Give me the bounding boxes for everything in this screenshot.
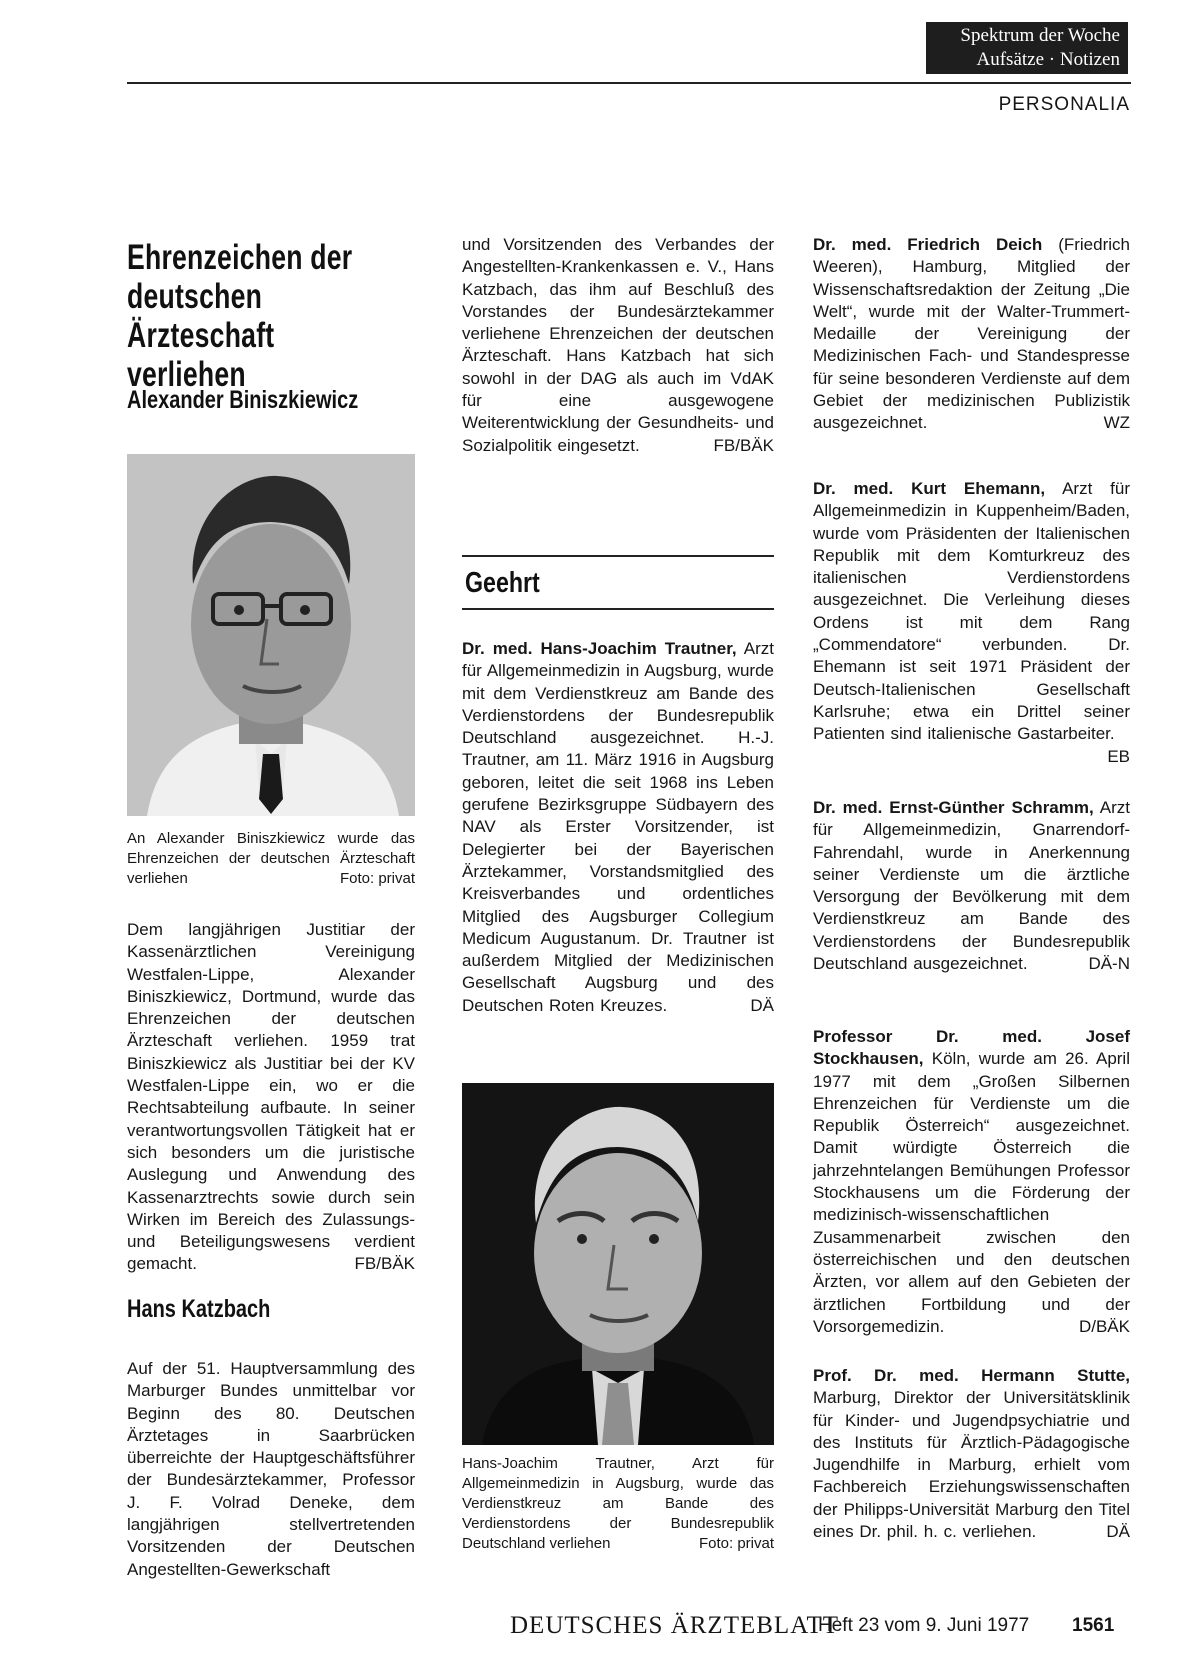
article-body-biniszkiewicz — [127, 919, 415, 1276]
honor-entry-stockhausen — [813, 1026, 1130, 1338]
honoree-name: Dr. med. Ernst-Günther Schramm, — [813, 798, 1094, 817]
section-heading-geehrt: Geehrt — [465, 567, 540, 599]
honor-entry-ehemann — [813, 478, 1130, 768]
honor-entry-sign: DÄ-N — [1088, 954, 1130, 974]
photo-caption-trautner — [462, 1454, 774, 1554]
honoree-name: Dr. med. Hans-Joachim Trautner, — [462, 639, 737, 658]
photo-caption-text: An Alexander Biniszkiewicz wurde das Ehrenzeichen der deutschen Ärzteschaft verliehen — [127, 830, 415, 887]
footer-issue: Heft 23 vom 9. Juni 1977 — [818, 1615, 1030, 1636]
section-badge — [926, 22, 1128, 74]
portrait-photo-biniszkiewicz — [127, 454, 415, 816]
honor-entry-trautner — [462, 638, 774, 1017]
honor-entry-text: Arzt für Allgemeinmedizin in Augsburg, wurde mit dem Verdienstkreuz am Bande des Verdienstordens der Bundesrepublik Deutschland ausgezeichnet. H.-J. Trautner, am 11. März 1916 in Augsburg geboren, leitet die seit 1968 ins Leben gerufene Bezirksgruppe Südbayern des NAV als Erster Vorsitzender, ist Delegierter bei der Bayerischen Ärztekammer, Vorstandsmitglied des Kreisverbandes und ordentliches Mitglied des Augsburger Collegium Medicum Augustanum. Dr. Trautner ist außerdem Mitglied der Medizinischen Gesellschaft Augsburg und des Deutschen Roten Kreuzes. — [462, 639, 774, 1015]
article-body-text: Dem langjährigen Justitiar der Kassenärztlichen Vereinigung Westfalen-Lippe, Alexander Biniszkiewicz, Dortmund, wurde das Ehrenzeichen der deutschen Ärzteschaft verliehen. 1959 trat Biniszkiewicz als Justitiar bei der KV Westfalen-Lippe ein, wo er die Rechtsabteilung aufbaute. In seiner verantwortungsvollen Tätigkeit hat er sich besonders um die juristische Auslegung und Anwendung des Kassenarztrechts sowie durch sein Wirken im Bereich des Zulassungs- und Beteiligungswesens verdient gemacht. — [127, 920, 415, 1274]
section-rule-bottom — [462, 608, 774, 610]
photo-caption-text: Hans-Joachim Trautner, Arzt für Allgemeinmedizin in Augsburg, wurde das Verdienstkreuz am Bande des Verdienstordens der Bundesrepublik Deutschland verliehen — [462, 1455, 774, 1552]
footer-journal-name: DEUTSCHES ÄRZTEBLATT — [510, 1612, 840, 1639]
honor-entry-sign: DÄ — [750, 995, 774, 1015]
section-badge-line-1: Spektrum der Woche — [960, 25, 1120, 46]
section-rule-top — [462, 555, 774, 557]
article-sign: FB/BÄK — [354, 1254, 415, 1274]
article-body-katzbach-part-2 — [462, 234, 774, 457]
photo-credit: Foto: privat — [698, 1535, 774, 1552]
photo-caption-biniszkiewicz — [127, 829, 415, 889]
honor-entry-sign: D/BÄK — [1078, 1316, 1130, 1336]
honor-entry-stutte — [813, 1365, 1130, 1543]
honor-entry-sign: WZ — [1103, 413, 1130, 433]
page-title: Ehrenzeichen der deutschen Ärzteschaft verliehen — [127, 238, 353, 394]
honor-entry-text: Marburg, Direktor der Universitätsklinik für Kinder- und Jugendpsychiatrie und des Instituts für Ärztlich-Pädagogische Jugendhilfe in Marburg, erhielt vom Fachbereich Erziehungswissenschaften der Philipps-Universität Marburg den Titel eines Dr. phil. h. c. verliehen. — [813, 1388, 1130, 1542]
article-sign: FB/BÄK — [713, 435, 774, 455]
honor-entry-text: Arzt für Allgemeinmedizin in Kuppenheim/Baden, wurde vom Präsidenten der Italienischen Republik mit dem Komturkreuz des italienischen Verdienstordens ausgezeichnet. Die Verleihung dieses Ordens ist mit dem Rang „Commendatore“ verbunden. Dr. Ehemann ist seit 1971 Präsident der Deutsch-Italienischen Gesellschaft Karlsruhe; etwa ein Drittel seiner Patienten sind italienische Gastarbeiter. — [813, 479, 1130, 744]
header-rule — [127, 82, 1131, 84]
article-heading-katzbach: Hans Katzbach — [127, 1295, 271, 1323]
honor-entry-deich — [813, 234, 1130, 435]
honor-entry-text: Arzt für Allgemeinmedizin, Gnarrendorf-Fahrendahl, wurde in Anerkennung seiner Verdienste um die ärztliche Versorgung der Bevölkerung mit dem Verdienstkreuz am Bande des Verdienstordens der Bundesrepublik Deutschland ausgezeichnet. — [813, 798, 1130, 974]
section-label: PERSONALIA — [998, 94, 1130, 115]
page-number: 1561 — [1072, 1615, 1115, 1636]
honor-entry-text: Köln, wurde am 26. April 1977 mit dem „Großen Silbernen Ehrenzeichen für Verdienste um die Republik Österreich“ ausgezeichnet. Damit würdigte Österreich die jahrzehntelangen Bemühungen Professor Stockhausens um die Förderung der medizinisch-wissenschaftlichen Zusammenarbeit zwischen den österreichischen und den deutschen Ärzten, vor allem auf den Gebieten der ärztlichen Fortbildung und der Vorsorgemedizin. — [813, 1049, 1130, 1336]
article-body-katzbach-part-1: Auf der 51. Hauptversammlung des Marburger Bundes unmittelbar vor Beginn des 80. Deutschen Ärztetages in Saarbrücken überreichte der Hauptgeschäftsführer der Bundesärztekammer, Professor J. F. Volrad Deneke, dem langjährigen stellvertretenden Vorsitzenden der Deutschen Angestellten-Gewerkschaft — [127, 1359, 415, 1579]
honoree-name: Professor Dr. med. Josef Stockhausen, — [813, 1027, 1130, 1069]
photo-credit: Foto: privat — [339, 870, 415, 887]
article-body-text: und Vorsitzenden des Verbandes der Angestellten-Krankenkassen e. V., Hans Katzbach, das ihm auf Beschluß des Vorstandes der Bundesärztekammer verliehene Ehrenzeichen der deutschen Ärzteschaft. Hans Katzbach hat sich sowohl in der DAG als auch im VdAK für eine ausgewogene Weiterentwicklung der Gesundheits- und Sozialpolitik eingesetzt. — [462, 235, 774, 455]
honor-entry-sign: DÄ — [1106, 1522, 1130, 1542]
honor-entry-text: (Friedrich Weeren), Hamburg, Mitglied der Wissenschaftsredaktion der Zeitung „Die Welt“, wurde mit der Walter-Trummert-Medaille der Vereinigung der Medizinischen Fach- und Standespresse für seine besonderen Verdienste auf dem Gebiet der medizinischen Publizistik ausgezeichnet. — [813, 235, 1130, 433]
honor-entry-sign: EB — [1107, 746, 1130, 766]
article-heading-biniszkiewicz: Alexander Biniszkiewicz — [127, 386, 359, 414]
honoree-name: Dr. med. Friedrich Deich — [813, 235, 1043, 254]
honoree-name: Prof. Dr. med. Hermann Stutte, — [813, 1366, 1130, 1385]
portrait-photo-trautner — [462, 1083, 774, 1445]
honor-entry-schramm — [813, 797, 1130, 975]
section-badge-line-2: Aufsätze · Notizen — [976, 49, 1120, 70]
honoree-name: Dr. med. Kurt Ehemann, — [813, 479, 1046, 498]
